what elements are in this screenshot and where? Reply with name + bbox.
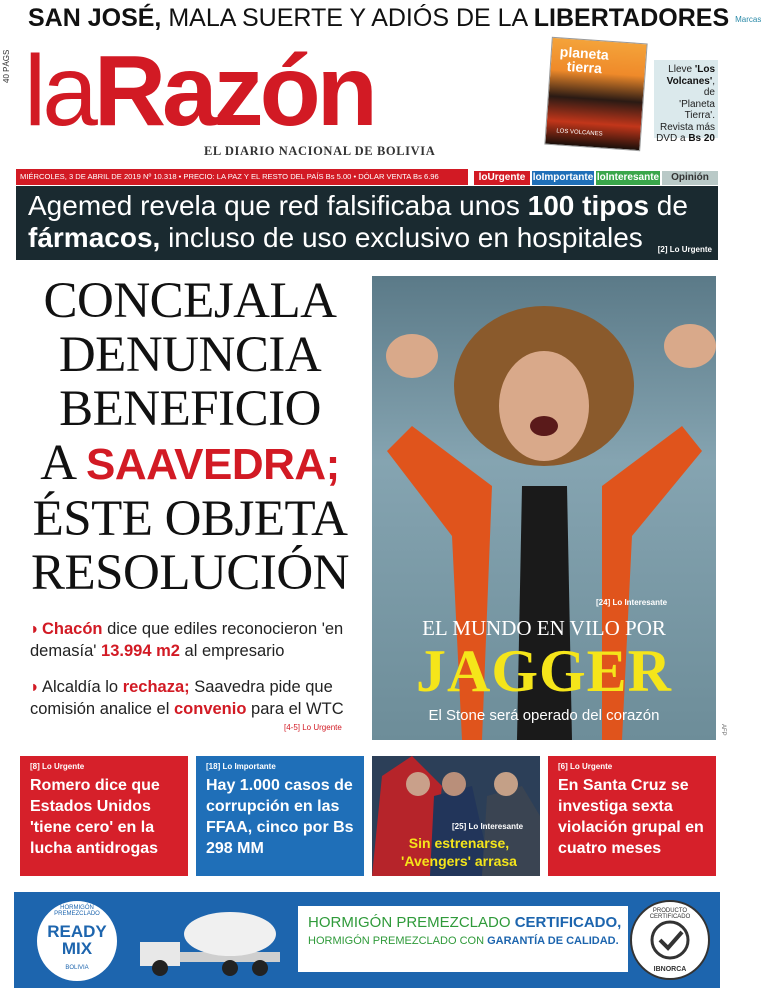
magazine-footer: LOS VOLCANES <box>556 128 603 138</box>
banner-line-1 <box>28 190 718 222</box>
right-hand <box>664 324 716 368</box>
banner-l1a: Agemed revela que red falsificaba unos <box>28 190 528 221</box>
ad-line-2 <box>308 935 628 947</box>
card-ref: [25] Lo Interesante <box>452 822 524 831</box>
photo-ref: [24] Lo Interesante <box>596 598 668 607</box>
truck-wheel-1 <box>152 960 168 976</box>
b1d: al empresario <box>179 642 285 660</box>
tab-opinion[interactable]: Opinión <box>662 171 718 185</box>
page-count: 40 PÁGS <box>2 49 11 83</box>
card-romero[interactable] <box>20 756 188 876</box>
tab-lo-importante[interactable]: loImportante <box>532 172 594 183</box>
card-avengers[interactable] <box>372 756 540 876</box>
lead-story[interactable] <box>22 274 358 600</box>
ad-line1a: HORMIGÓN PREMEZCLADO <box>308 914 515 931</box>
b2a: Alcaldía lo <box>41 678 123 696</box>
card-santa-cruz[interactable] <box>548 756 716 876</box>
cert-top: PRODUCTO CERTIFICADO <box>649 908 691 920</box>
lead-bullet-2 <box>30 676 366 720</box>
promo-line1-bold: 'Los <box>694 64 715 75</box>
lead-ref: [4-5] Lo Urgente <box>284 723 342 732</box>
card-text: Sin estrenarse, 'Avengers' arrasa <box>401 835 517 869</box>
card-corrupcion[interactable] <box>196 756 364 876</box>
ready-mix-seal-icon <box>34 898 120 984</box>
seal-main <box>37 923 117 957</box>
truck-wheel-2 <box>222 960 238 976</box>
top-teaser-part3: LIBERTADORES <box>533 4 730 32</box>
promo-price: Bs 20 <box>688 133 715 144</box>
lead-h3: BENEFICIO <box>59 381 321 437</box>
bullet-triangle-icon: ◗ <box>30 678 40 696</box>
lead-h2: DENUNCIA <box>58 327 322 383</box>
card-text: En Santa Cruz se investiga sexta violación grupal en cuatro meses <box>558 777 704 857</box>
lead-h4b: SAAVEDRA; <box>85 440 340 489</box>
hero-blue-head <box>442 772 466 796</box>
photo-title[interactable]: JAGGER <box>415 638 673 704</box>
card-text: Romero dice que Estados Unidos 'tiene cero' en la lucha antidrogas <box>30 777 160 857</box>
tagline: EL DIARIO NACIONAL DE BOLIVIA <box>204 144 436 158</box>
ad-line2a: HORMIGÓN PREMEZCLADO CON <box>308 935 488 947</box>
banner-headline[interactable] <box>16 186 718 260</box>
card-ref: [6] Lo Urgente <box>558 762 613 771</box>
left-hand <box>386 334 438 378</box>
dateline: MIÉRCOLES, 3 DE ABRIL DE 2019 Nº 10.318 • PRECIO: LA PAZ Y EL RESTO DEL PAÍS Bs 5.00 • DÓLAR VENTA Bs 6.96 <box>16 169 468 185</box>
cert-check <box>660 932 682 948</box>
seal-main-2: MIX <box>61 939 93 958</box>
b2d: convenio <box>174 700 247 718</box>
cert-bottom: IBNORCA <box>653 966 687 973</box>
mouth-shape <box>530 416 558 436</box>
seal-bottom: BOLIVIA <box>65 965 89 971</box>
magazine-promo[interactable] <box>548 40 718 150</box>
card-ref: [18] Lo Importante <box>206 762 276 771</box>
truck-wheel-3 <box>252 960 268 976</box>
banner-l1c: de <box>649 190 688 221</box>
top-teaser-part1: SAN JOSÉ, <box>28 4 162 32</box>
lead-h4a: A <box>40 435 86 491</box>
photo-credit: AFP <box>720 724 726 736</box>
photo-kicker: EL MUNDO EN VILO POR <box>422 616 666 640</box>
promo-line2: , de <box>703 75 715 98</box>
tab-lo-interesante[interactable]: loInteresante <box>596 172 660 183</box>
card-ref: [8] Lo Urgente <box>30 762 85 771</box>
promo-line3: 'Planeta Tierra'. <box>679 98 715 121</box>
banner-l2b: incluso de uso exclusivo en hospitales <box>160 222 643 253</box>
hero-red-head <box>406 772 430 796</box>
lead-h4 <box>22 436 358 492</box>
ready-mix-ad[interactable] <box>14 892 720 988</box>
b1a: Chacón <box>41 620 103 638</box>
ad-line1b: CERTIFICADO, <box>514 914 622 931</box>
lead-bullet-1 <box>30 618 366 662</box>
promo-line4: Revista más <box>659 121 715 133</box>
lead-h6: RESOLUCIÓN <box>30 545 349 601</box>
bullet-triangle-icon: ◗ <box>30 620 40 638</box>
tab-lo-urgente[interactable]: loUrgente <box>474 171 530 185</box>
b2b: rechaza; <box>122 678 190 696</box>
card-text: Hay 1.000 casos de corrupción en las FFAA, cinco por Bs 298 MM <box>206 777 354 857</box>
promo-line5: DVD a <box>656 133 689 144</box>
banner-line-2 <box>28 222 718 254</box>
ad-copy <box>298 906 628 972</box>
b1b: dice que ediles reconocieron 'en demasía' <box>30 620 344 660</box>
banner-l1b: 100 tipos <box>527 190 650 221</box>
promo-text <box>654 60 718 144</box>
banner-ref: [2] Lo Urgente <box>657 245 712 254</box>
magazine-title-1: planeta <box>559 43 610 63</box>
ad-line2b: GARANTÍA DE CALIDAD. <box>487 935 619 947</box>
logo-la: la <box>24 35 94 147</box>
seal-main-1: READY <box>47 922 107 941</box>
b1c: 13.994 m2 <box>101 642 180 660</box>
hero-grey-head <box>494 772 518 796</box>
logo-razon: Razón <box>93 35 374 147</box>
promo-line1: Lleve <box>668 64 695 75</box>
face-shape <box>499 351 589 461</box>
lead-h1: CONCEJALA <box>43 273 337 329</box>
ad-line-1 <box>308 914 628 931</box>
top-teaser-part2: MALA SUERTE Y ADIÓS DE LA <box>161 4 534 32</box>
cert-ring <box>652 922 688 958</box>
top-teaser[interactable] <box>28 4 761 38</box>
magazine-title-2: tierra <box>566 57 603 77</box>
lead-h5: ÉSTE OBJETA <box>32 491 348 547</box>
mixer-truck-icon <box>130 902 290 982</box>
promo-line2-bold: Volcanes' <box>666 75 713 87</box>
newspaper-logo[interactable] <box>24 36 374 146</box>
magazine-cover-image[interactable] <box>544 37 647 151</box>
certification-seal-icon <box>630 900 710 980</box>
b2c: Saavedra pide que comisión analice el <box>30 678 333 718</box>
lead-headline[interactable] <box>22 274 358 600</box>
banner-l2a: fármacos, <box>28 222 161 253</box>
seal-top: HORMIGÓN PREMEZCLADO <box>54 905 100 917</box>
photo-subtitle: El Stone será operado del corazón <box>428 707 660 724</box>
masthead[interactable] <box>24 35 464 158</box>
top-teaser-source: Marcas <box>735 14 761 24</box>
b2e: para el WTC <box>246 700 344 718</box>
truck-drum <box>184 912 276 956</box>
